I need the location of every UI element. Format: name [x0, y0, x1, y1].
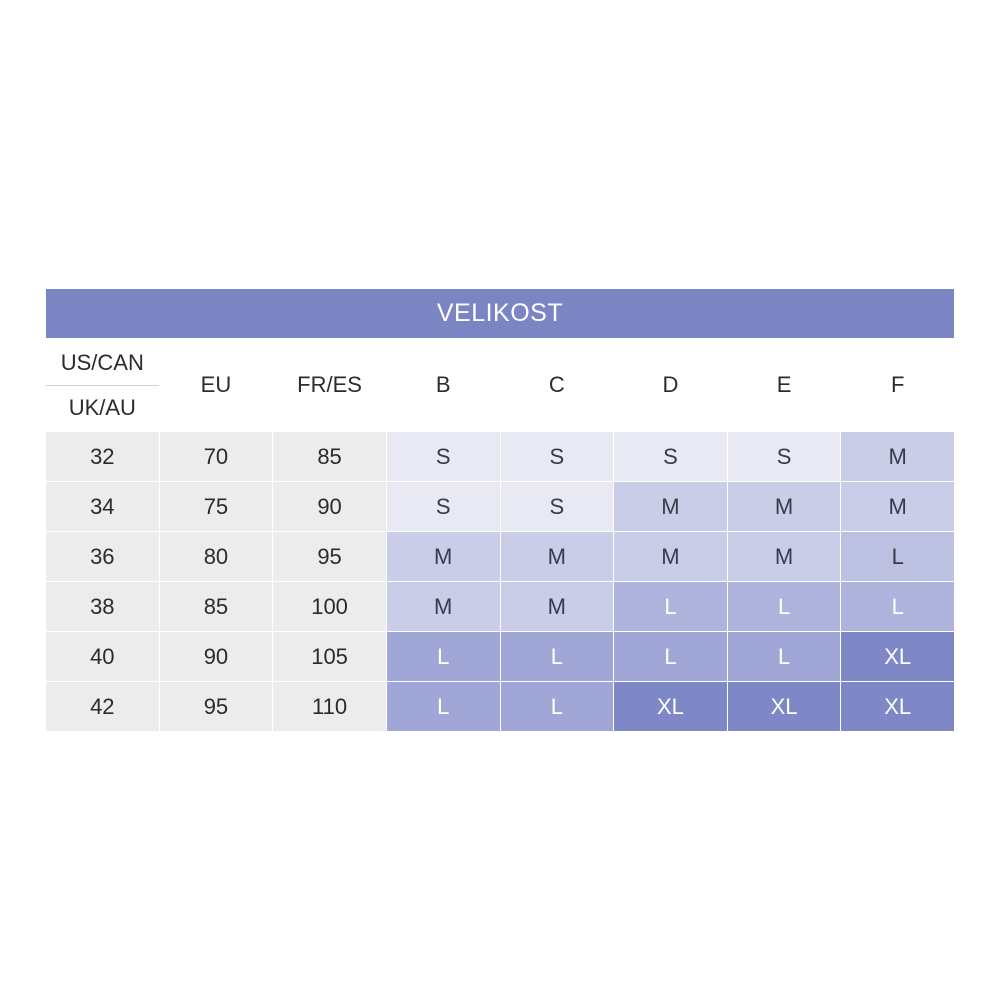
cell-us-uk: 38 [46, 582, 160, 632]
cell-cup-d: M [614, 482, 728, 532]
cell-cup-f: L [841, 582, 955, 632]
cell-cup-c: S [500, 432, 614, 482]
cell-cup-f: L [841, 532, 955, 582]
table-row [46, 682, 955, 732]
cell-cup-c: M [500, 532, 614, 582]
cell-cup-d: L [614, 582, 728, 632]
cell-cup-f: XL [841, 682, 955, 732]
cell-cup-c: L [500, 632, 614, 682]
header-cup-f: F [841, 339, 955, 432]
size-table [45, 288, 955, 732]
cell-eu: 80 [159, 532, 273, 582]
size-chart [45, 288, 955, 732]
cell-us-uk: 36 [46, 532, 160, 582]
header-cup-d: D [614, 339, 728, 432]
header-cup-c: C [500, 339, 614, 432]
cell-cup-b: S [386, 482, 500, 532]
cell-cup-b: S [386, 432, 500, 482]
cell-cup-e: M [727, 532, 841, 582]
cell-eu: 70 [159, 432, 273, 482]
header-cup-e: E [727, 339, 841, 432]
cell-us-uk: 32 [46, 432, 160, 482]
header-eu: EU [159, 339, 273, 432]
table-header-row [46, 339, 955, 432]
cell-cup-d: L [614, 632, 728, 682]
cell-fres: 110 [273, 682, 387, 732]
cell-us-uk: 40 [46, 632, 160, 682]
cell-cup-e: S [727, 432, 841, 482]
cell-us-uk: 34 [46, 482, 160, 532]
page-title: VELIKOST [46, 289, 955, 339]
cell-fres: 95 [273, 532, 387, 582]
cell-fres: 85 [273, 432, 387, 482]
cell-cup-b: L [386, 632, 500, 682]
table-row [46, 632, 955, 682]
cell-cup-f: M [841, 482, 955, 532]
cell-fres: 105 [273, 632, 387, 682]
table-row [46, 532, 955, 582]
header-region-sizes [46, 339, 160, 432]
cell-cup-c: M [500, 582, 614, 632]
cell-eu: 85 [159, 582, 273, 632]
cell-cup-b: M [386, 582, 500, 632]
cell-eu: 95 [159, 682, 273, 732]
cell-cup-e: L [727, 632, 841, 682]
cell-fres: 100 [273, 582, 387, 632]
cell-cup-f: XL [841, 632, 955, 682]
header-cup-b: B [386, 339, 500, 432]
cell-cup-c: L [500, 682, 614, 732]
header-us-can: US/CAN [46, 341, 159, 386]
cell-cup-e: L [727, 582, 841, 632]
cell-us-uk: 42 [46, 682, 160, 732]
cell-eu: 90 [159, 632, 273, 682]
header-fr-es: FR/ES [273, 339, 387, 432]
cell-cup-d: M [614, 532, 728, 582]
cell-cup-d: S [614, 432, 728, 482]
cell-eu: 75 [159, 482, 273, 532]
cell-cup-e: XL [727, 682, 841, 732]
cell-cup-f: M [841, 432, 955, 482]
cell-cup-e: M [727, 482, 841, 532]
table-row [46, 432, 955, 482]
cell-cup-d: XL [614, 682, 728, 732]
cell-cup-b: M [386, 532, 500, 582]
table-row [46, 582, 955, 632]
cell-cup-b: L [386, 682, 500, 732]
table-title-row [46, 289, 955, 339]
table-row [46, 482, 955, 532]
cell-fres: 90 [273, 482, 387, 532]
cell-cup-c: S [500, 482, 614, 532]
header-uk-au: UK/AU [68, 394, 136, 420]
